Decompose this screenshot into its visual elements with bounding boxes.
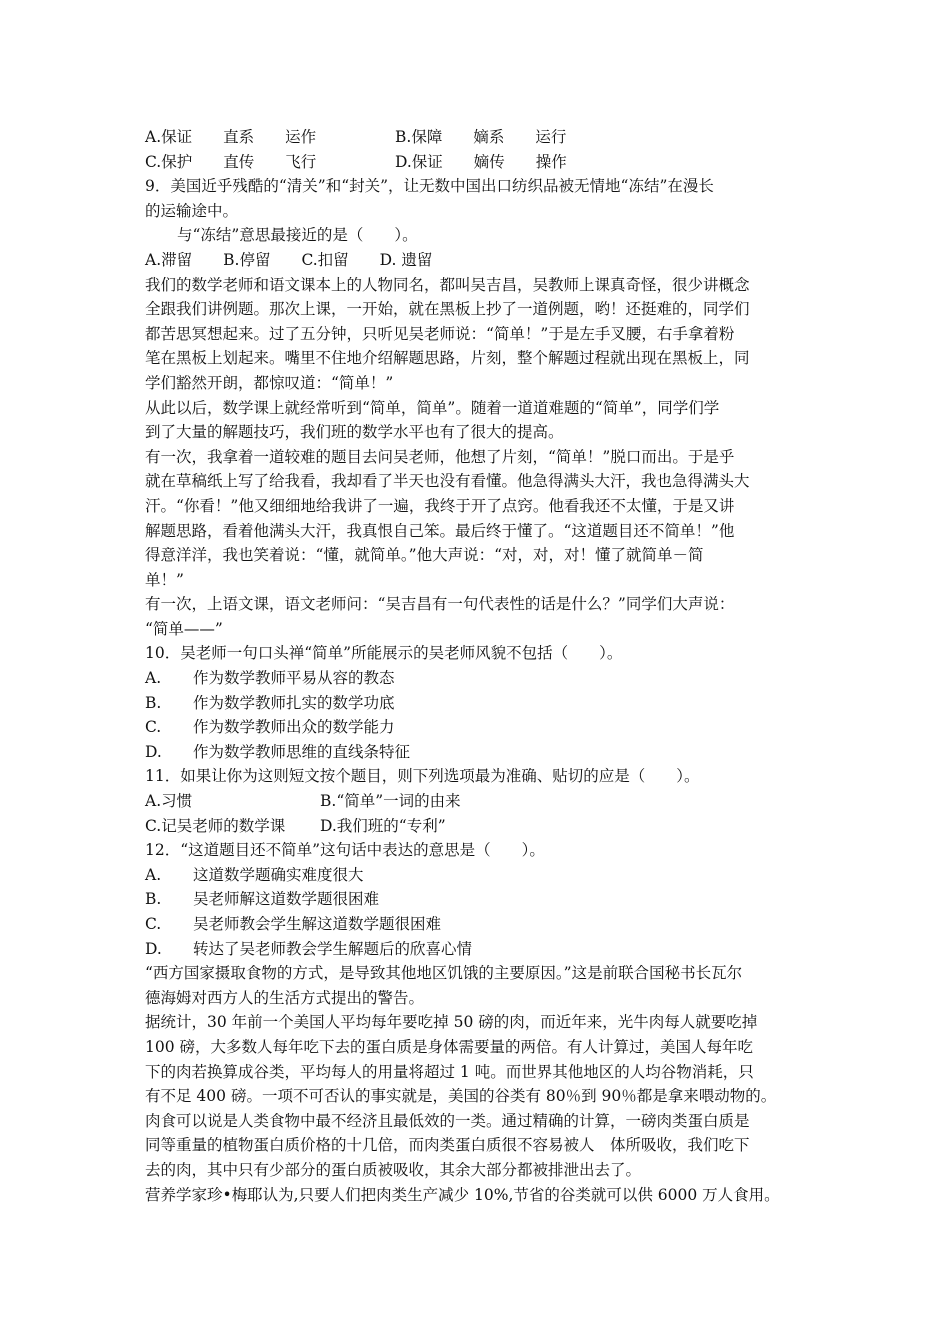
q11-option-a: A.习惯 <box>145 792 193 811</box>
q10-option-d: D. 作为数学教师思维的直线条特征 <box>145 742 411 761</box>
story-line: 单！” <box>145 570 184 589</box>
q8-option-d: D.保证 嫡传 操作 <box>395 152 567 171</box>
q12-option-c: C. 吴老师教会学生解这道数学题很困难 <box>145 915 442 933</box>
article-line: 德海姆对西方人的生活方式提出的警告。 <box>145 988 425 1007</box>
article-line: 营养学家珍•梅耶认为,只要人们把肉类生产减少 10%,节省的谷类就可以供 6000 万人食用。 <box>145 1185 780 1204</box>
story-line: 学们豁然开朗，都惊叹道：“简单！” <box>145 373 394 392</box>
story-line: 全跟我们讲例题。那次上课，一开始，就在黑板上抄了一道例题，哟！还挺难的，同学们 <box>145 300 750 319</box>
article-line: 100 磅，大多数人每年吃下去的蛋白质是身体需要量的两倍。有人计算过，美国人每年吃 <box>145 1037 754 1056</box>
story-line: 得意洋洋，我也笑着说：“懂，就简单。”他大声说：“对，对，对！懂了就简单－简 <box>145 546 704 565</box>
q11-option-d: D.我们班的“专利” <box>320 816 446 835</box>
story-line: 我们的数学老师和语文课本上的人物同名，都叫吴吉昌，吴教师上课真奇怪，很少讲概念 <box>145 275 750 294</box>
article-passage <box>145 961 810 1207</box>
article-line: 同等重量的植物蛋白质价格的十几倍，而肉类蛋白质很不容易被人 体所吸收，我们吃下 <box>145 1136 750 1155</box>
story-line: “简单——” <box>145 619 223 638</box>
story-passage <box>145 273 810 642</box>
story-line: 就在草稿纸上写了给我看，我却看了半天也没有看懂。他急得满头大汗，我也急得满头大 <box>145 472 750 491</box>
q9-options: A.滞留 B.停留 C.扣留 D. 遗留 <box>145 250 433 269</box>
q12-stem: 12．“这道题目还不简单”这句话中表达的意思是（ ）。 <box>145 841 545 860</box>
q8-option-b: B.保障 嫡系 运行 <box>395 128 567 146</box>
q8-options-row-2 <box>145 150 810 175</box>
document-page <box>145 125 810 1207</box>
article-line: 下的肉若换算成谷类，平均每人的用量将超过 1 吨。而世界其他地区的人均谷物消耗，只 <box>145 1062 754 1081</box>
q9-stem-line-2: 的运输途中。 <box>145 201 239 220</box>
story-line: 有一次，我拿着一道较难的题目去问吴老师，他想了片刻，“简单！”脱口而出。于是乎 <box>145 447 735 466</box>
q12-option-b: B. 吴老师解这道数学题很困难 <box>145 890 380 909</box>
q10-option-b: B. 作为数学教师扎实的数学功底 <box>145 693 395 712</box>
q11-options-row-1 <box>145 789 810 814</box>
q11-stem: 11．如果让你为这则短文按个题目，则下列选项最为准确、贴切的应是（ ）。 <box>145 767 700 786</box>
story-line: 到了大量的解题技巧，我们班的数学水平也有了很大的提高。 <box>145 423 564 442</box>
q11-option-c: C.记吴老师的数学课 <box>145 816 286 835</box>
q9-prompt: 与“冻结”意思最接近的是（ ）。 <box>177 226 418 245</box>
q10-option-c: C. 作为数学教师出众的数学能力 <box>145 718 395 737</box>
story-line: 都苦思冥想起来。过了五分钟，只听见吴老师说：“简单！”于是左手叉腰，右手拿着粉 <box>145 324 735 343</box>
story-line: 解题思路，看着他满头大汗，我真恨自己笨。最后终于懂了。“这道题目还不简单！”他 <box>145 521 735 540</box>
q10-option-a: A. 作为数学教师平易从容的教态 <box>145 669 395 688</box>
q8-option-c: C.保护 直传 飞行 <box>145 152 317 171</box>
q12-option-a: A. 这道数学题确实难度很大 <box>145 865 364 884</box>
article-line: “西方国家摄取食物的方式，是导致其他地区饥饿的主要原因。”这是前联合国秘书长瓦尔 <box>145 964 743 983</box>
q12-option-d: D. 转达了吴老师教会学生解题后的欣喜心情 <box>145 939 473 958</box>
article-line: 去的肉，其中只有少部分的蛋白质被吸收，其余大部分都被排泄出去了。 <box>145 1160 642 1179</box>
article-line: 肉食可以说是人类食物中最不经济且最低效的一类。通过精确的计算，一磅肉类蛋白质是 <box>145 1111 750 1130</box>
article-line: 据统计，30 年前一个美国人平均每年要吃掉 50 磅的肉，而近年来，光牛肉每人就要吃掉 <box>145 1013 758 1032</box>
article-line: 有不足 400 磅。一项不可否认的事实就是，美国的谷类有 80％到 90％都是拿来喂动物的。 <box>145 1087 777 1106</box>
story-line: 有一次，上语文课，语文老师问：“吴吉昌有一句代表性的话是什么？”同学们大声说： <box>145 595 735 614</box>
q10-stem: 10．吴老师一句口头禅“简单”所能展示的吴老师风貌不包括（ ）。 <box>145 644 623 663</box>
story-line: 笔在黑板上划起来。嘴里不住地介绍解题思路，片刻，整个解题过程就出现在黑板上，同 <box>145 349 750 368</box>
q9-stem-line-1: 9．美国近乎残酷的“清关”和“封关”，让无数中国出口纺织品被无情地“冻结”在漫长 <box>145 177 714 196</box>
q8-option-a: A.保证 直系 运作 <box>145 128 317 146</box>
q11-option-b: B.“简单”一词的由来 <box>320 792 461 811</box>
story-line: 从此以后，数学课上就经常听到“简单，简单”。随着一道道难题的“简单”，同学们学 <box>145 398 720 417</box>
q8-options-row-1 <box>145 125 810 150</box>
q11-options-row-2 <box>145 814 810 839</box>
story-line: 汗。“你看！”他又细细地给我讲了一遍，我终于开了点窍。他看我还不太懂，于是又讲 <box>145 496 735 515</box>
